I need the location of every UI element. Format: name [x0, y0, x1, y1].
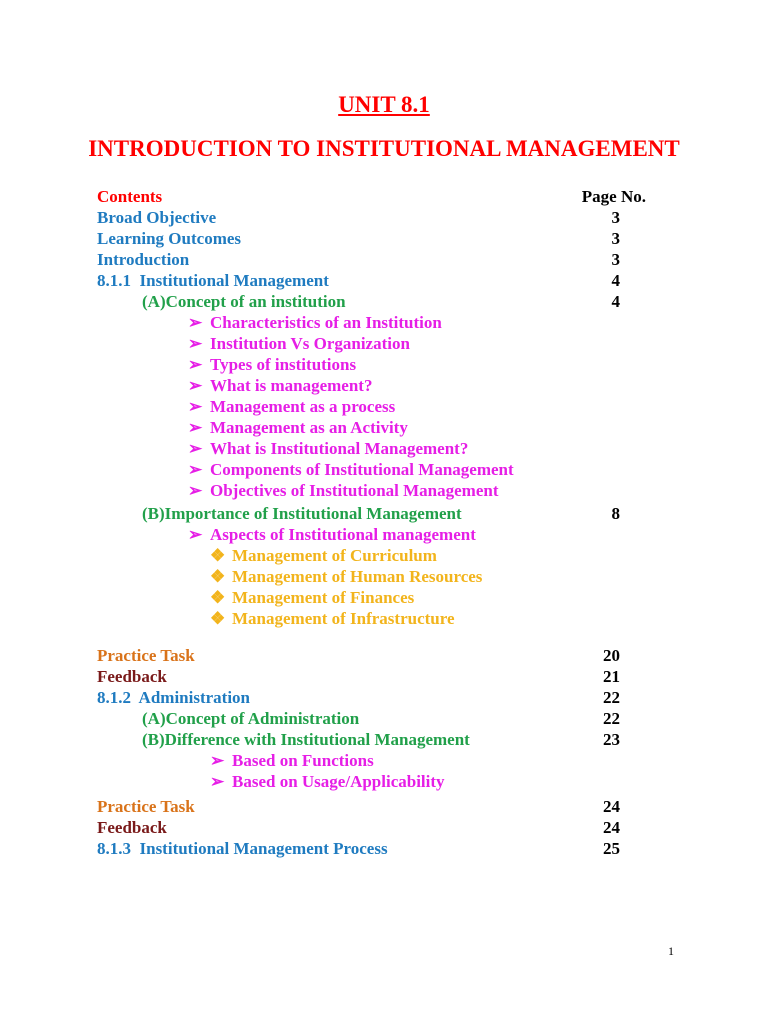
toc-row[interactable]: [0, 796, 768, 817]
toc-row[interactable]: [0, 312, 768, 333]
toc-row[interactable]: [0, 817, 768, 838]
toc-row[interactable]: [0, 396, 768, 417]
contents-label: Contents: [97, 187, 163, 206]
toc-row[interactable]: [0, 249, 768, 270]
toc-item-label[interactable]: Institution Vs Organization: [210, 334, 410, 353]
toc-item-label[interactable]: Learning Outcomes: [97, 229, 242, 248]
toc-row[interactable]: [0, 417, 768, 438]
arrow-bullet-icon: ➢: [188, 460, 203, 479]
toc-item-label[interactable]: Management as a process: [210, 397, 396, 416]
toc-row[interactable]: [0, 333, 768, 354]
toc-row[interactable]: [0, 480, 768, 501]
toc-page-number: 4: [611, 292, 620, 311]
toc-item-label[interactable]: Feedback: [97, 818, 167, 837]
toc-row[interactable]: [0, 354, 768, 375]
toc-row[interactable]: [0, 708, 768, 729]
toc-row[interactable]: [0, 838, 768, 859]
diamond-bullet-icon: ❖: [210, 546, 226, 565]
toc-row[interactable]: [0, 503, 768, 524]
toc-page-number: 3: [611, 229, 620, 248]
toc-item-label[interactable]: Management as an Activity: [210, 418, 408, 437]
toc-item-label[interactable]: Management of Curriculum: [232, 546, 437, 565]
unit-title: UNIT 8.1: [338, 92, 430, 117]
arrow-bullet-icon: ➢: [210, 772, 225, 791]
toc-page-number: 3: [611, 250, 620, 269]
page-no-label: Page No.: [581, 187, 646, 206]
toc-item-label[interactable]: Practice Task: [97, 797, 195, 816]
toc-item-label[interactable]: 8.1.3 Institutional Management Process: [97, 839, 388, 858]
toc-item-label[interactable]: 8.1.1 Institutional Management: [97, 271, 329, 290]
arrow-bullet-icon: ➢: [188, 481, 203, 500]
toc-row[interactable]: [0, 666, 768, 687]
arrow-bullet-icon: ➢: [188, 376, 203, 395]
toc-row[interactable]: [0, 207, 768, 228]
toc-row[interactable]: [0, 729, 768, 750]
toc-row[interactable]: [0, 291, 768, 312]
toc-item-label[interactable]: (A)Concept of an institution: [142, 292, 346, 311]
toc-page-number: 24: [603, 818, 620, 837]
toc-page-number: 20: [603, 646, 620, 665]
toc-item-label[interactable]: Practice Task: [97, 646, 195, 665]
toc-item-label[interactable]: Management of Infrastructure: [232, 609, 455, 628]
toc-page-number: 4: [611, 271, 620, 290]
arrow-bullet-icon: ➢: [188, 334, 203, 353]
toc-page-number: 24: [603, 797, 620, 816]
toc-item-label[interactable]: What is Institutional Management?: [210, 439, 469, 458]
toc-row[interactable]: [0, 228, 768, 249]
toc-row[interactable]: [0, 750, 768, 771]
toc-page-number: 3: [611, 208, 620, 227]
toc-item-label[interactable]: (B)Difference with Institutional Management: [142, 730, 470, 749]
toc-header-row: [0, 186, 768, 207]
diamond-bullet-icon: ❖: [210, 609, 226, 628]
toc-page-number: 22: [603, 709, 620, 728]
arrow-bullet-icon: ➢: [188, 397, 203, 416]
toc-item-label[interactable]: Objectives of Institutional Management: [210, 481, 499, 500]
page-number: 1: [668, 944, 674, 958]
toc-row[interactable]: [0, 270, 768, 291]
toc-page-number: 25: [603, 839, 620, 858]
toc-row[interactable]: [0, 375, 768, 396]
toc-row[interactable]: [0, 645, 768, 666]
toc-item-label[interactable]: Feedback: [97, 667, 167, 686]
toc-item-label[interactable]: Components of Institutional Management: [210, 460, 514, 479]
diamond-bullet-icon: ❖: [210, 588, 226, 607]
arrow-bullet-icon: ➢: [210, 751, 225, 770]
toc-row[interactable]: [0, 566, 768, 587]
toc-item-label[interactable]: Types of institutions: [210, 355, 357, 374]
toc-item-label[interactable]: 8.1.2 Administration: [97, 688, 251, 707]
toc-item-label[interactable]: Based on Usage/Applicability: [232, 772, 445, 791]
toc-page-number: 23: [603, 730, 620, 749]
diamond-bullet-icon: ❖: [210, 567, 226, 586]
toc-item-label[interactable]: Aspects of Institutional management: [210, 525, 476, 544]
toc-row[interactable]: [0, 524, 768, 545]
toc-item-label[interactable]: Management of Human Resources: [232, 567, 483, 586]
toc-item-label[interactable]: Characteristics of an Institution: [210, 313, 442, 332]
toc-page-number: 22: [603, 688, 620, 707]
toc-row[interactable]: [0, 459, 768, 480]
toc-item-label[interactable]: Broad Objective: [97, 208, 217, 227]
toc-row[interactable]: [0, 545, 768, 566]
arrow-bullet-icon: ➢: [188, 313, 203, 332]
toc-row[interactable]: [0, 687, 768, 708]
arrow-bullet-icon: ➢: [188, 525, 203, 544]
toc-item-label[interactable]: Introduction: [97, 250, 190, 269]
toc-item-label[interactable]: Based on Functions: [232, 751, 374, 770]
arrow-bullet-icon: ➢: [188, 355, 203, 374]
arrow-bullet-icon: ➢: [188, 418, 203, 437]
toc-row[interactable]: [0, 587, 768, 608]
toc-page-number: 8: [611, 504, 620, 523]
toc-item-label[interactable]: What is management?: [210, 376, 373, 395]
page-title: INTRODUCTION TO INSTITUTIONAL MANAGEMENT: [88, 136, 680, 161]
toc-item-label[interactable]: (B)Importance of Institutional Management: [142, 504, 462, 523]
toc-item-label[interactable]: Management of Finances: [232, 588, 415, 607]
toc-row[interactable]: [0, 608, 768, 629]
arrow-bullet-icon: ➢: [188, 439, 203, 458]
toc-row[interactable]: [0, 438, 768, 459]
toc-page-number: 21: [603, 667, 620, 686]
toc-row[interactable]: [0, 771, 768, 792]
toc-item-label[interactable]: (A)Concept of Administration: [142, 709, 360, 728]
